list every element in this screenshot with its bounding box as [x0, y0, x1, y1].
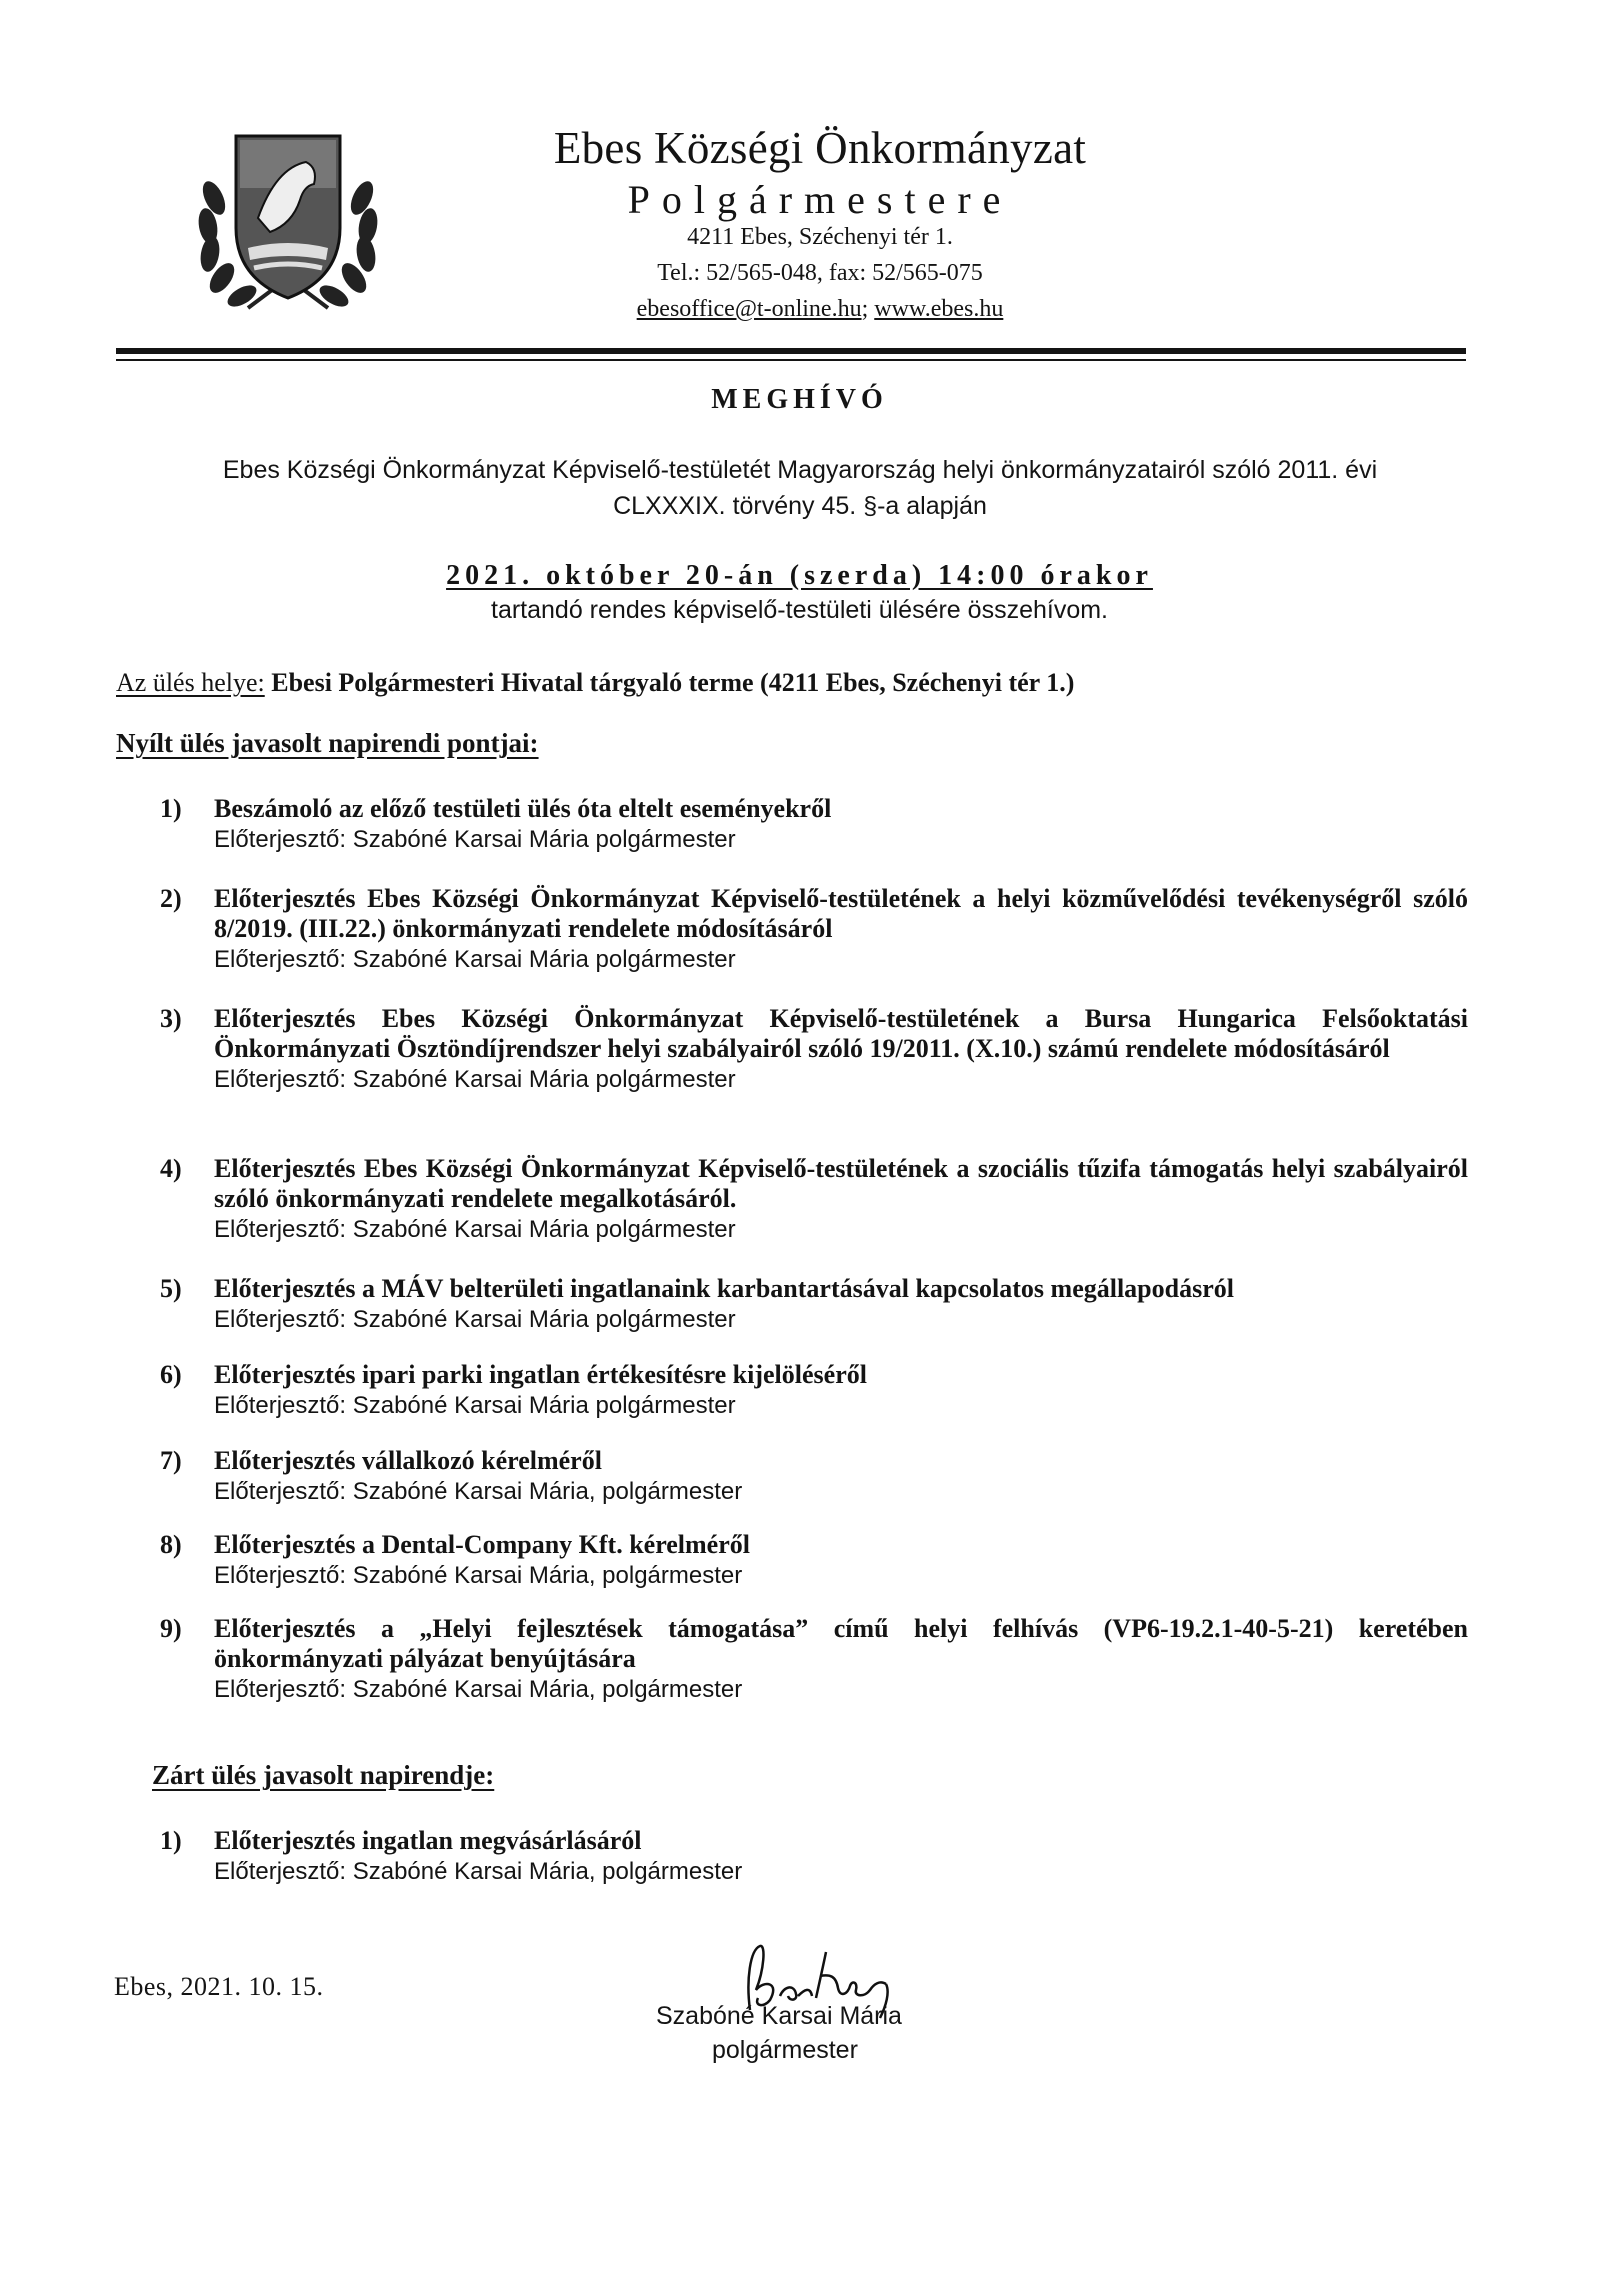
- agenda-item: [160, 1154, 1468, 1246]
- agenda-item-title: Előterjesztés ipari parki ingatlan értékesítésre kijelöléséről: [214, 1360, 867, 1389]
- venue-label: Az ülés helye:: [116, 668, 265, 697]
- coat-of-arms-icon: [188, 128, 388, 324]
- agenda-item-title: Előterjesztés vállalkozó kérelméről: [214, 1446, 602, 1475]
- agenda-item-number: 2): [160, 884, 182, 913]
- meeting-description: tartandó rendes képviselő-testületi ülésére összehívom.: [491, 596, 1108, 624]
- agenda-item-presenter: Előterjesztő: Szabóné Karsai Mária, polgármester: [214, 1858, 743, 1885]
- agenda-item: [160, 1446, 1468, 1508]
- signer-name: Szabóné Karsai Mária: [656, 2002, 902, 2030]
- agenda-item: [160, 884, 1468, 976]
- agenda-item-title: Előterjesztés a Dental-Company Kft. kérelméről: [214, 1530, 750, 1559]
- agenda-item: [160, 1826, 1468, 1888]
- phone-fax: Tel.: 52/565-048, fax: 52/565-075: [657, 260, 983, 286]
- agenda-item: [160, 1004, 1468, 1096]
- agenda-item-presenter: Előterjesztő: Szabóné Karsai Mária, polgármester: [214, 1676, 743, 1703]
- venue: [116, 668, 1074, 698]
- agenda-item: [160, 1360, 1468, 1422]
- agenda-item: [160, 1614, 1468, 1706]
- email-link[interactable]: ebesoffice@t-online.hu: [636, 296, 862, 322]
- agenda-item: [160, 794, 1468, 856]
- agenda-item-number: 3): [160, 1004, 182, 1033]
- venue-value: Ebesi Polgármesteri Hivatal tárgyaló terme (4211 Ebes, Széchenyi tér 1.): [271, 668, 1075, 697]
- agenda-item-presenter: Előterjesztő: Szabóné Karsai Mária polgármester: [214, 946, 736, 973]
- header-rule-thin: [116, 359, 1466, 361]
- organization-name: Ebes Községi Önkormányzat: [553, 123, 1087, 173]
- agenda-item-title: Előterjesztés ingatlan megvásárlásáról: [214, 1826, 642, 1855]
- agenda-item-presenter: Előterjesztő: Szabóné Karsai Mária polgármester: [214, 1392, 736, 1419]
- agenda-item-number: 7): [160, 1446, 182, 1475]
- agenda-item-title: Előterjesztés a „Helyi fejlesztések támogatása” című helyi felhívás (VP6-19.2.1-40-5-21) keretében önkormányzati pályázat benyújtására: [214, 1614, 1468, 1673]
- header-rule-thick: [116, 348, 1466, 354]
- office-title: Polgármestere: [627, 177, 1013, 222]
- agenda-item-number: 1): [160, 794, 182, 823]
- intro-line-1: Ebes Községi Önkormányzat Képviselő-testületét Magyarország helyi önkormányzatairól szóló 2011. évi: [222, 456, 1378, 484]
- agenda-item: [160, 1274, 1468, 1336]
- meeting-date: 2021. október 20-án (szerda) 14:00 órakor: [446, 560, 1153, 591]
- signer-title: polgármester: [712, 2036, 858, 2064]
- agenda-item-number: 9): [160, 1614, 182, 1643]
- address: 4211 Ebes, Széchenyi tér 1.: [687, 224, 953, 250]
- agenda-item-presenter: Előterjesztő: Szabóné Karsai Mária, polgármester: [214, 1562, 743, 1589]
- agenda-item-title: Előterjesztés Ebes Községi Önkormányzat Képviselő-testületének a szociális tűzifa támogatás helyi szabályairól szóló önkormányzati rendelete megalkotásáról.: [214, 1154, 1468, 1213]
- agenda-item-number: 6): [160, 1360, 182, 1389]
- agenda-item-presenter: Előterjesztő: Szabóné Karsai Mária polgármester: [214, 826, 736, 853]
- agenda-item-presenter: Előterjesztő: Szabóné Karsai Mária polgármester: [214, 1216, 736, 1243]
- website-link[interactable]: www.ebes.hu: [874, 296, 1004, 322]
- agenda-item-presenter: Előterjesztő: Szabóné Karsai Mária polgármester: [214, 1066, 736, 1093]
- document-title: MEGHÍVÓ: [711, 384, 888, 415]
- agenda-item-title: Előterjesztés a MÁV belterületi ingatlanaink karbantartásával kapcsolatos megállapodásról: [214, 1274, 1234, 1303]
- closed-session-heading: Zárt ülés javasolt napirendje:: [152, 1760, 495, 1790]
- agenda-item-title: Beszámoló az előző testületi ülés óta eltelt eseményekről: [214, 794, 832, 823]
- agenda-item-presenter: Előterjesztő: Szabóné Karsai Mária, polgármester: [214, 1478, 743, 1505]
- agenda-item-number: 4): [160, 1154, 182, 1183]
- agenda-item: [160, 1530, 1468, 1592]
- agenda-item-number: 1): [160, 1826, 182, 1855]
- place-and-date: Ebes, 2021. 10. 15.: [114, 1972, 324, 2001]
- agenda-item-presenter: Előterjesztő: Szabóné Karsai Mária polgármester: [214, 1306, 736, 1333]
- contact-separator: ;: [861, 296, 875, 322]
- agenda-item-number: 5): [160, 1274, 182, 1303]
- agenda-item-title: Előterjesztés Ebes Községi Önkormányzat Képviselő-testületének a Bursa Hungarica Felsőoktatási Önkormányzati Ösztöndíjrendszer helyi szabályairól szóló 19/2011. (X.10.) számú rendelete módosításáról: [214, 1004, 1468, 1063]
- agenda-item-number: 8): [160, 1530, 182, 1559]
- agenda-item-title: Előterjesztés Ebes Községi Önkormányzat Képviselő-testületének a helyi közművelődési tevékenységről szóló 8/2019. (III.22.) önkormányzati rendelete módosításáról: [214, 884, 1468, 943]
- open-session-heading: Nyílt ülés javasolt napirendi pontjai:: [116, 728, 539, 758]
- contact-links: [540, 296, 1100, 323]
- intro-line-2: CLXXXIX. törvény 45. §-a alapján: [613, 492, 987, 520]
